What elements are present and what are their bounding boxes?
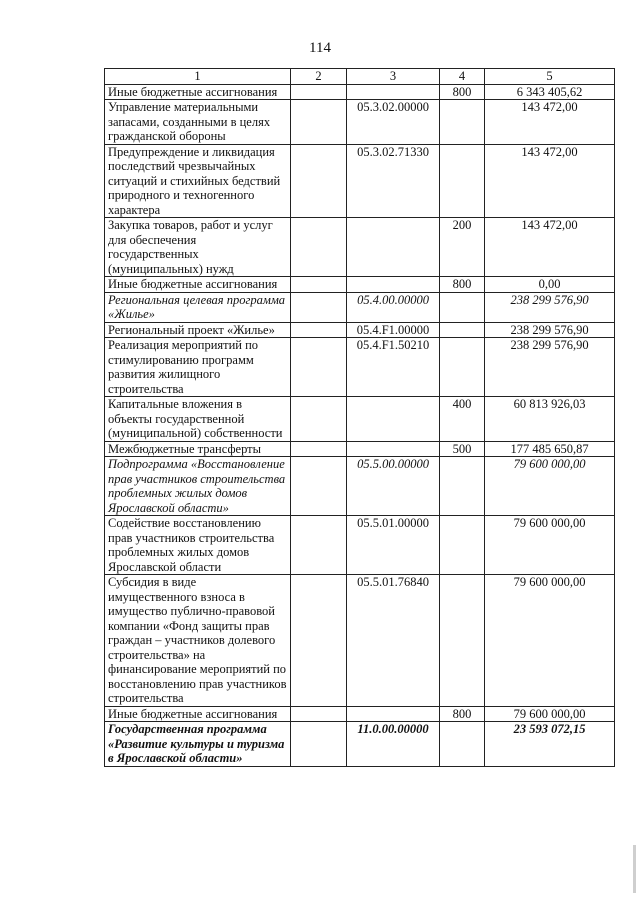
table-row [105,322,615,338]
scan-margin-mark [633,845,636,893]
row-code-cell [347,84,440,100]
table-row [105,292,615,322]
row-sum-cell: 79 600 000,00 [485,457,615,516]
row-name-cell: Региональный проект «Жилье» [105,322,291,338]
table-row [105,84,615,100]
row-vr-cell: 800 [440,84,485,100]
row-vr-cell: 800 [440,706,485,722]
row-code-cell: 05.5.00.00000 [347,457,440,516]
row-col2-cell [291,144,347,218]
row-code-cell [347,397,440,442]
table-row [105,575,615,707]
row-sum-cell: 238 299 576,90 [485,322,615,338]
row-name-cell: Подпрограмма «Восстановление прав участников строительства проблемных жилых домов Ярославской области» [105,457,291,516]
row-name-cell: Субсидия в виде имущественного взноса в имущество публично-правовой компании «Фонд защиты прав граждан – участников долевого строительства» на финансирование мероприятий по восстановлению прав участников строительства [105,575,291,707]
table-row [105,277,615,293]
row-name-cell: Содействие восстановлению прав участников строительства проблемных жилых домов Ярославской области [105,516,291,575]
table-row [105,144,615,218]
row-sum-cell: 0,00 [485,277,615,293]
row-code-cell [347,706,440,722]
row-col2-cell [291,100,347,145]
table-row [105,218,615,277]
row-name-cell: Межбюджетные трансферты [105,441,291,457]
row-code-cell: 05.4.F1.50210 [347,338,440,397]
row-sum-cell: 238 299 576,90 [485,338,615,397]
row-code-cell: 11.0.00.00000 [347,722,440,767]
row-vr-cell: 200 [440,218,485,277]
row-name-cell: Реализация мероприятий по стимулированию программ развития жилищного строительства [105,338,291,397]
row-sum-cell: 177 485 650,87 [485,441,615,457]
row-code-cell: 05.4.F1.00000 [347,322,440,338]
row-name-cell: Предупреждение и ликвидация последствий чрезвычайных ситуаций и стихийных бедствий природного и техногенного характера [105,144,291,218]
header-col-4: 4 [440,69,485,85]
row-col2-cell [291,516,347,575]
row-name-cell: Иные бюджетные ассигнования [105,706,291,722]
row-vr-cell [440,722,485,767]
row-col2-cell [291,441,347,457]
row-code-cell [347,277,440,293]
row-col2-cell [291,575,347,707]
row-vr-cell [440,292,485,322]
row-code-cell [347,441,440,457]
page-number: 114 [309,40,331,56]
table-body [105,84,615,766]
budget-table [104,68,615,767]
row-col2-cell [291,84,347,100]
row-name-cell: Иные бюджетные ассигнования [105,84,291,100]
row-code-cell: 05.3.02.00000 [347,100,440,145]
row-code-cell: 05.3.02.71330 [347,144,440,218]
row-col2-cell [291,706,347,722]
row-sum-cell: 143 472,00 [485,218,615,277]
row-vr-cell: 400 [440,397,485,442]
row-sum-cell: 143 472,00 [485,100,615,145]
row-vr-cell [440,575,485,707]
row-sum-cell: 79 600 000,00 [485,516,615,575]
row-name-cell: Региональная целевая программа «Жилье» [105,292,291,322]
row-col2-cell [291,277,347,293]
table-row [105,706,615,722]
table-row [105,722,615,767]
table-row [105,338,615,397]
row-vr-cell [440,144,485,218]
header-col-2: 2 [291,69,347,85]
row-sum-cell: 79 600 000,00 [485,706,615,722]
table-row [105,100,615,145]
header-col-3: 3 [347,69,440,85]
row-col2-cell [291,397,347,442]
header-row [105,69,615,85]
table-row [105,457,615,516]
row-col2-cell [291,292,347,322]
row-vr-cell [440,322,485,338]
row-col2-cell [291,338,347,397]
row-col2-cell [291,218,347,277]
row-vr-cell [440,516,485,575]
row-col2-cell [291,457,347,516]
row-col2-cell [291,322,347,338]
table-row [105,441,615,457]
row-sum-cell: 238 299 576,90 [485,292,615,322]
row-code-cell: 05.4.00.00000 [347,292,440,322]
row-vr-cell [440,457,485,516]
row-name-cell: Государственная программа «Развитие культуры и туризма в Ярославской области» [105,722,291,767]
row-vr-cell [440,338,485,397]
header-col-1: 1 [105,69,291,85]
table-row [105,397,615,442]
row-vr-cell: 500 [440,441,485,457]
row-sum-cell: 60 813 926,03 [485,397,615,442]
row-sum-cell: 79 600 000,00 [485,575,615,707]
row-code-cell [347,218,440,277]
row-sum-cell: 23 593 072,15 [485,722,615,767]
row-code-cell: 05.5.01.76840 [347,575,440,707]
header-col-5: 5 [485,69,615,85]
row-vr-cell: 800 [440,277,485,293]
row-code-cell: 05.5.01.00000 [347,516,440,575]
table-row [105,516,615,575]
row-vr-cell [440,100,485,145]
row-sum-cell: 143 472,00 [485,144,615,218]
row-name-cell: Закупка товаров, работ и услуг для обеспечения государственных (муниципальных) нужд [105,218,291,277]
row-col2-cell [291,722,347,767]
row-sum-cell: 6 343 405,62 [485,84,615,100]
row-name-cell: Управление материальными запасами, созданными в целях гражданской обороны [105,100,291,145]
row-name-cell: Капитальные вложения в объекты государственной (муниципальной) собственности [105,397,291,442]
row-name-cell: Иные бюджетные ассигнования [105,277,291,293]
